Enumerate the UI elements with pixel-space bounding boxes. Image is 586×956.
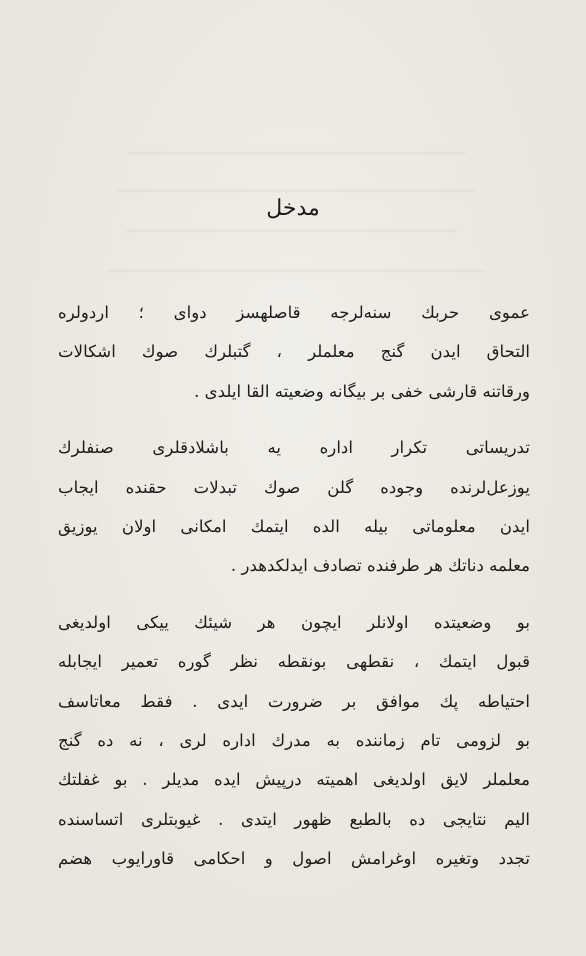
- paragraph-1: [58, 293, 530, 411]
- text-line: تجدد وتغیره اوغرامش اصول و احکامی قاورایوب هضم: [58, 849, 530, 869]
- paragraph-3: [58, 603, 530, 879]
- text-line: احتیاطه پك موافق بر ضرورت ایدی . فقط معاتاسف: [58, 691, 530, 711]
- text-line: بو وضعیتده اولانلر ایچون هر شیئك ییکی اولدیغی: [58, 612, 530, 632]
- text-line: بو لزومی تام زماننده به مدرك اداره لری ، نه ده گنج: [58, 730, 530, 750]
- text-line: قبول ایتمك ، نقطهی بونقطه نظر گوره تعمیر ایجابله: [58, 652, 530, 672]
- text-line: التحاق ایدن گنج معلملر ، گتبلرك صوك اشکالات: [58, 342, 530, 362]
- body-text: [58, 293, 530, 878]
- paragraph-2: [58, 428, 530, 586]
- page-heading: مدخل: [266, 196, 320, 221]
- text-line: الیم نتایجی ده بالطبع ظهور ایتدی . غیوبتلری اتساسنده: [58, 809, 530, 829]
- text-line: ورقاتنه قارشی خفی بر بیگانه وضعیته القا ایلدی .: [194, 381, 530, 401]
- paragraph-gap: [58, 411, 530, 428]
- text-line: تدریساتی تکرار اداره یه باشلادقلری صنفلرك: [58, 438, 530, 458]
- text-line: یوزعل‌لرنده وجوده گلن صوك تبدلات حقنده ایجاب: [58, 477, 530, 497]
- text-line: معلمه دناتك هر طرفنده تصادف ایدلکدهدر .: [230, 556, 530, 576]
- paragraph-gap: [58, 586, 530, 603]
- text-line: ایدن معلوماتی بیله الده ایتمك امکانی اولان یوزیق: [58, 516, 530, 536]
- text-line: معلملر لایق اولدیغی اهمیته درپیش ایده مدیلر . بو غفلتك: [58, 770, 530, 790]
- text-line: عموی حربك سنه‌لرجه قاصلهسز دوای ؛ اردولره: [58, 303, 530, 322]
